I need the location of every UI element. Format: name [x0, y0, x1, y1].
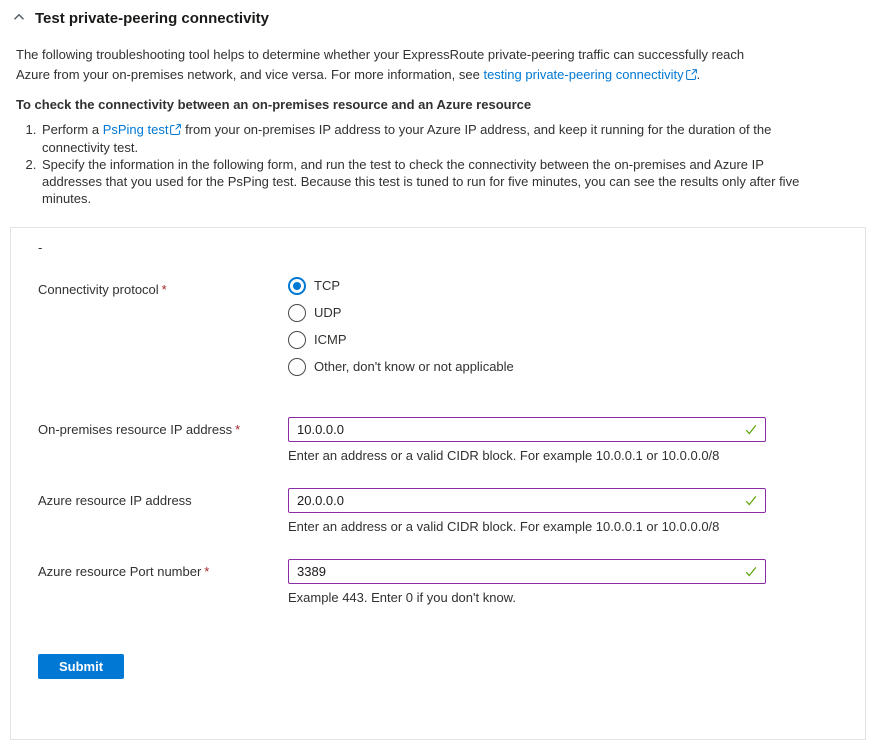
psping-test-link[interactable]: PsPing test [102, 122, 169, 137]
on-premises-ip-input[interactable] [288, 417, 766, 442]
step-1 [40, 121, 810, 156]
testing-connectivity-link[interactable]: testing private-peering connectivity [483, 67, 684, 82]
external-link-icon [170, 123, 181, 138]
azure-ip-input[interactable] [288, 488, 766, 513]
collapsed-value-dash: - [38, 240, 43, 255]
intro-text: The following troubleshooting tool helps to determine whether your ExpressRoute private-peering traffic can successfully reach Azure from your on-premises network, and vice versa. For more information, see [16, 47, 745, 82]
instructions-subheading: To check the connectivity between an on-premises resource and an Azure resource [16, 97, 532, 112]
input-wrap [288, 488, 766, 513]
radio-option-tcp[interactable] [288, 277, 514, 295]
radio-option-icmp[interactable] [288, 331, 514, 349]
required-asterisk: * [235, 422, 241, 437]
step-1-text: Perform a [42, 122, 103, 137]
azure-ip-field-row [38, 488, 838, 534]
required-asterisk: * [161, 282, 167, 297]
on-premises-ip-label: On-premises resource IP address [38, 422, 233, 437]
radio-option-udp[interactable] [288, 304, 514, 322]
external-link-icon [686, 68, 697, 83]
azure-port-input[interactable] [288, 559, 766, 584]
steps-list [40, 121, 810, 207]
azure-ip-hint: Enter an address or a valid CIDR block. For example 10.0.0.1 or 10.0.0.0/8 [288, 519, 720, 534]
field-label [38, 417, 288, 438]
radio-unselected-icon[interactable] [288, 304, 306, 322]
field-control [288, 417, 766, 463]
radio-option-label: ICMP [314, 332, 347, 347]
connectivity-test-form [10, 227, 866, 740]
submit-button[interactable]: Submit [38, 654, 124, 679]
radio-option-other[interactable] [288, 358, 514, 376]
intro-paragraph [16, 45, 768, 86]
input-wrap [288, 417, 766, 442]
radio-selected-icon[interactable] [288, 277, 306, 295]
radio-option-label: TCP [314, 278, 340, 293]
step-1-text-suffix: from your on-premises IP address to your Azure IP address, and keep it running for the duration of the connectivity test. [42, 122, 772, 155]
protocol-label: Connectivity protocol [38, 282, 159, 297]
intro-text-suffix: . [696, 67, 701, 82]
field-label [38, 559, 288, 580]
radio-unselected-icon[interactable] [288, 331, 306, 349]
on-premises-ip-field-row [38, 417, 838, 463]
field-label [38, 277, 288, 298]
azure-port-hint: Example 443. Enter 0 if you don't know. [288, 590, 516, 605]
chevron-up-icon [12, 10, 26, 27]
azure-port-field-row [38, 559, 838, 605]
azure-ip-label: Azure resource IP address [38, 493, 192, 508]
collapse-section-button[interactable] [8, 9, 30, 27]
input-wrap [288, 559, 766, 584]
radio-unselected-icon[interactable] [288, 358, 306, 376]
field-control [288, 488, 766, 534]
field-control [288, 559, 766, 605]
required-asterisk: * [204, 564, 210, 579]
on-premises-ip-hint: Enter an address or a valid CIDR block. For example 10.0.0.1 or 10.0.0.0/8 [288, 448, 720, 463]
section-header [0, 0, 876, 29]
step-2: 2. Specify the information in the following form, and run the test to check the connectivity between the on-premises and Azure IP addresses that you used for the PsPing test. Because this test is tuned to run for five minutes, you can see the results only after five minutes. [40, 156, 810, 207]
azure-port-label: Azure resource Port number [38, 564, 202, 579]
protocol-radio-group [288, 277, 514, 385]
protocol-field-row [38, 277, 838, 385]
field-label [38, 488, 288, 509]
radio-option-label: Other, don't know or not applicable [314, 359, 514, 374]
page-title: Test private-peering connectivity [35, 9, 269, 27]
radio-option-label: UDP [314, 305, 342, 320]
